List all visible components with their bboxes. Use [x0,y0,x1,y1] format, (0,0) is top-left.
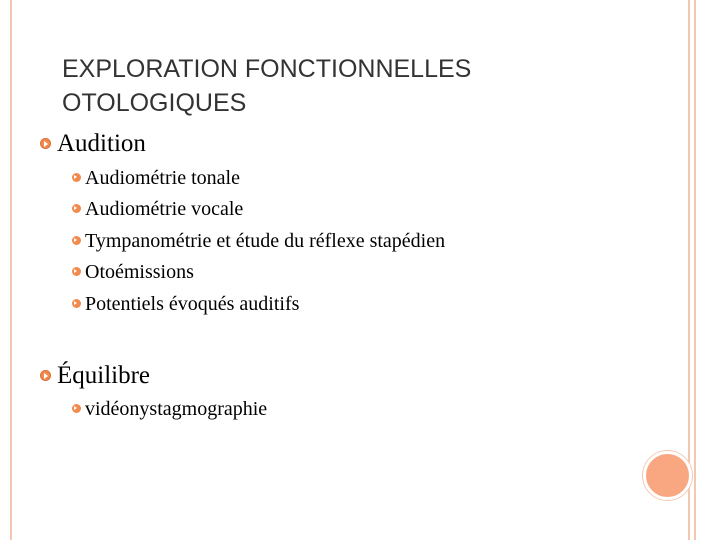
slide-title [62,52,662,120]
bullet-audition [40,130,146,158]
sub-bullet-videonystagmographie [72,398,267,421]
decorative-circle [643,451,692,500]
sub-bullet-label: Audiométrie vocale [85,198,244,220]
sub-bullet-marker-icon [72,299,81,308]
sub-bullet-potentiels-evoques [72,293,299,316]
sub-bullet-label: Otoémissions [85,261,194,283]
sub-bullet-marker-icon [72,204,81,213]
title-line-2: OTOLOGIQUES [62,89,247,117]
sub-bullet-tympanometrie [72,230,445,253]
sub-bullet-label: Tympanométrie et étude du réflexe stapédien [85,230,446,252]
sub-bullet-otoemissions [72,261,194,284]
title-line-1: EXPLORATION FONCTIONNELLES [62,55,472,83]
bullet-label: Audition [57,130,146,157]
bullet-equilibre [40,362,150,390]
sub-bullet-marker-icon [72,404,81,413]
sub-bullet-label: vidéonystagmographie [85,398,268,420]
bullet-marker-icon [40,138,51,149]
sub-bullet-marker-icon [72,267,81,276]
sub-bullet-label: Audiométrie tonale [85,167,240,189]
bullet-marker-icon [40,370,51,381]
sub-bullet-label: Potentiels évoqués auditifs [85,293,300,315]
sub-bullet-marker-icon [72,236,81,245]
sub-bullet-audiometrie-tonale [72,167,240,190]
sub-bullet-audiometrie-vocale [72,198,243,221]
bullet-label: Équilibre [57,362,151,389]
sub-bullet-marker-icon [72,173,81,182]
